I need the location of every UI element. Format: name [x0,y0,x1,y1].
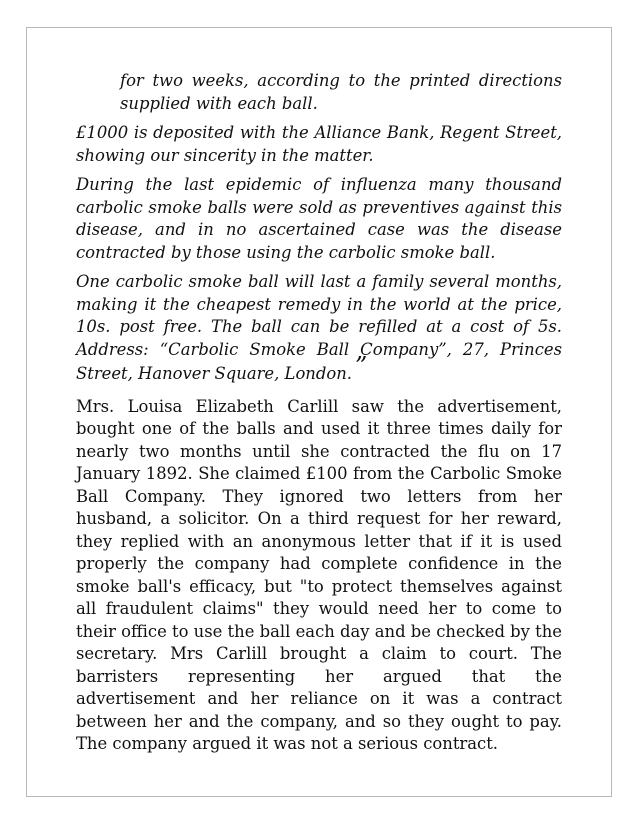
case-summary-paragraph: Mrs. Louisa Elizabeth Carlill saw the advertisement, bought one of the balls and used it three times daily for nearly two months until she contracted the flu on 17 January 1892. She claimed £100 from the Carbolic Smoke Ball Company. They ignored two letters from her husband, a solicitor. On a third request for her reward, they replied with an anonymous letter that if it is used properly the company had complete confidence in the smoke ball's efficacy, but "to protect themselves against all fraudulent claims" they would need her to come to their office to use the ball each day and be checked by the secretary. Mrs Carlill brought a claim to court. The barristers representing her argued that the advertisement and her reliance on it was a contract between her and the company, and so they ought to pay. The company argued it was not a serious contract. [76,396,562,753]
quote-address-text: One carbolic smoke ball will last a family several months, making it the cheapest remedy in the world at the price, 10s. post free. The ball can be refilled at a cost of 5s. Address: “Carbolic Smoke Ball Company”, 27, Princes Street, Hanover Square, London. [76,272,562,383]
quote-paragraph-epidemic: During the last epidemic of influenza many thousand carbolic smoke balls were sold as preventives against this disease, and in no ascertained case was the disease contracted by those using the carbolic smoke ball. [76,175,562,262]
document-content [76,70,562,756]
closing-quote-mark: ” [355,352,368,380]
quote-paragraph-directions: for two weeks, according to the printed directions supplied with each ball. [120,71,562,113]
quote-paragraph-address [76,271,562,386]
quote-paragraph-deposit: £1000 is deposited with the Alliance Bank, Regent Street, showing our sincerity in the matter. [76,123,562,165]
